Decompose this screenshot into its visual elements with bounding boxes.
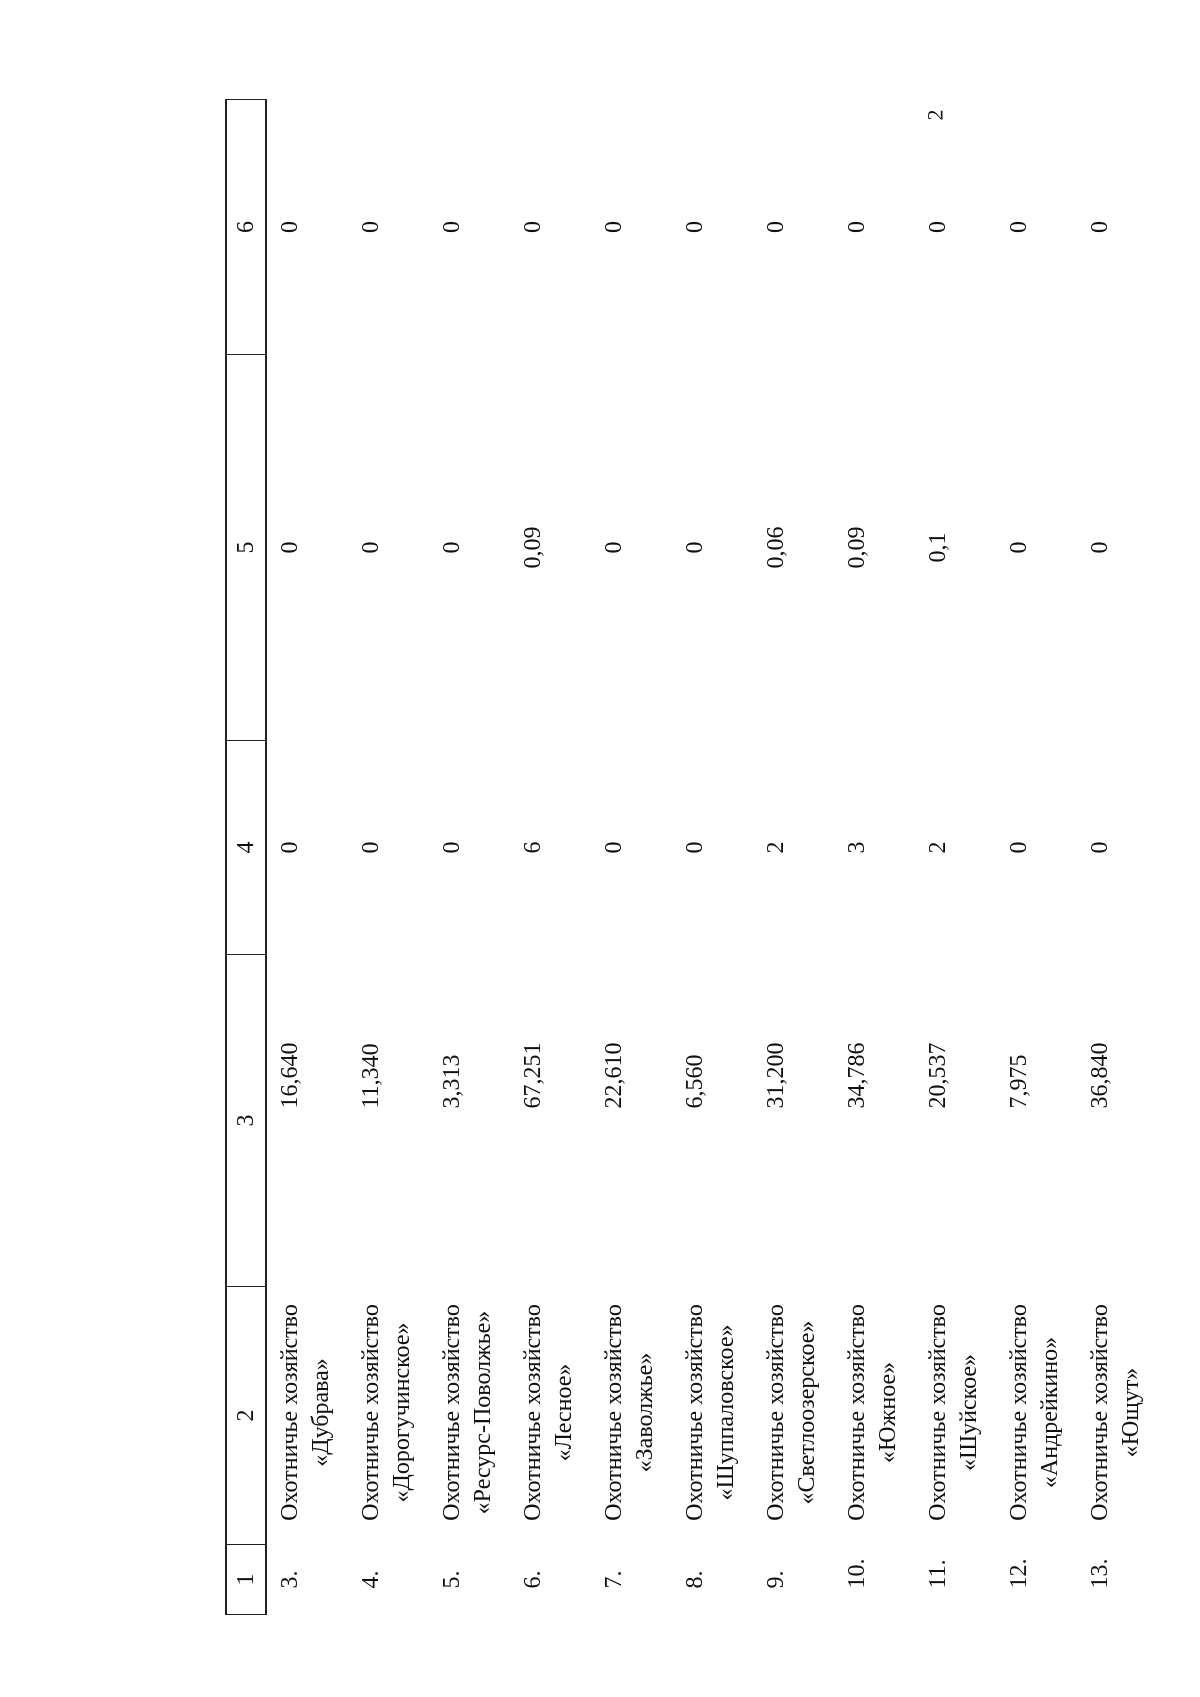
row-name-line2: «Южное» xyxy=(875,1361,901,1464)
row-col-5: 0,09 xyxy=(844,526,870,569)
row-name xyxy=(996,1287,1077,1545)
row-col-3: 6,560 xyxy=(682,1054,708,1109)
row-name xyxy=(510,1287,591,1545)
row-col-6: 0 xyxy=(520,221,546,233)
row-col-6: 0 xyxy=(601,221,627,233)
row-name-line2: «Заволжье» xyxy=(632,1352,658,1473)
data-table xyxy=(225,99,1158,1615)
table-row xyxy=(1077,100,1158,1615)
row-name-line1: Охотничье хозяйство xyxy=(439,1304,465,1521)
header-col-3: 3 xyxy=(226,955,266,1287)
row-col-5: 0 xyxy=(1087,541,1113,554)
row-name-line1: Охотничье хозяйство xyxy=(277,1304,303,1521)
row-name xyxy=(834,1287,915,1545)
row-name xyxy=(753,1287,834,1545)
row-col-4: 3 xyxy=(844,841,870,854)
row-number: 7. xyxy=(601,1570,627,1589)
page-number: 2 xyxy=(922,109,948,121)
row-col-6: 0 xyxy=(277,221,303,233)
table-body xyxy=(266,100,1158,1615)
row-number: 6. xyxy=(520,1570,546,1589)
row-col-4: 0 xyxy=(601,841,627,854)
row-col-6: 0 xyxy=(1006,221,1032,233)
row-name-line1: Охотничье хозяйство xyxy=(358,1304,384,1521)
row-name-line2: «Ресурс-Поволжье» xyxy=(470,1310,496,1515)
row-name-line2: «Лесное» xyxy=(551,1363,577,1462)
row-number: 9. xyxy=(763,1570,789,1589)
row-name-line2: «Андрейкино» xyxy=(1037,1336,1063,1489)
header-row xyxy=(226,100,266,1615)
row-col-5: 0 xyxy=(277,541,303,554)
row-number: 4. xyxy=(358,1570,384,1589)
row-col-4: 2 xyxy=(763,841,789,854)
row-name-line2: «Шуппаловское» xyxy=(713,1324,739,1501)
row-col-6: 0 xyxy=(763,221,789,233)
row-col-5: 0 xyxy=(1006,541,1032,554)
row-col-5: 0 xyxy=(358,541,384,554)
row-col-6: 0 xyxy=(844,221,870,233)
header-col-5: 5 xyxy=(226,355,266,741)
row-name-line1: Охотничье хозяйство xyxy=(1087,1304,1113,1521)
row-col-6: 0 xyxy=(439,221,465,233)
table-row xyxy=(348,100,429,1615)
rotated-table-container xyxy=(225,100,1144,1615)
row-col-3: 36,840 xyxy=(1087,1042,1113,1109)
row-name xyxy=(266,1287,348,1545)
table-row xyxy=(591,100,672,1615)
row-col-6: 0 xyxy=(682,221,708,233)
row-name-line2: «Светлоозерское» xyxy=(794,1320,820,1505)
row-name xyxy=(915,1287,996,1545)
row-col-6: 0 xyxy=(358,221,384,233)
header-col-2: 2 xyxy=(226,1287,266,1545)
row-name-line2: «Ющут» xyxy=(1118,1367,1144,1458)
row-number: 13. xyxy=(1087,1558,1113,1589)
header-col-6: 6 xyxy=(226,100,266,355)
row-number: 3. xyxy=(277,1570,303,1589)
row-name-line1: Охотничье хозяйство xyxy=(763,1304,789,1521)
row-name xyxy=(591,1287,672,1545)
table-row xyxy=(672,100,753,1615)
row-col-5: 0 xyxy=(682,541,708,554)
row-name-line1: Охотничье хозяйство xyxy=(601,1304,627,1521)
table-row xyxy=(915,100,996,1615)
row-col-3: 31,200 xyxy=(763,1042,789,1109)
row-col-4: 6 xyxy=(520,841,546,854)
row-col-4: 0 xyxy=(682,841,708,854)
row-name-line1: Охотничье хозяйство xyxy=(844,1304,870,1521)
table-row xyxy=(266,100,348,1615)
row-name-line1: Охотничье хозяйство xyxy=(1006,1304,1032,1521)
row-name xyxy=(348,1287,429,1545)
row-name-line1: Охотничье хозяйство xyxy=(520,1304,546,1521)
row-col-4: 2 xyxy=(925,841,951,854)
row-col-3: 22,610 xyxy=(601,1042,627,1109)
row-name xyxy=(429,1287,510,1545)
row-col-4: 0 xyxy=(1087,841,1113,854)
row-number: 11. xyxy=(925,1559,951,1589)
row-col-3: 34,786 xyxy=(844,1042,870,1109)
table-row xyxy=(510,100,591,1615)
row-col-6: 0 xyxy=(1087,221,1113,233)
row-col-3: 20,537 xyxy=(925,1042,951,1109)
row-col-4: 0 xyxy=(1006,841,1032,854)
table-row xyxy=(429,100,510,1615)
row-col-6: 0 xyxy=(925,221,951,233)
row-col-5: 0 xyxy=(601,541,627,554)
header-col-1: 1 xyxy=(226,1545,266,1615)
row-number: 5. xyxy=(439,1570,465,1589)
row-col-4: 0 xyxy=(277,841,303,854)
row-name-line2: «Дорогучинское» xyxy=(389,1322,415,1503)
row-col-3: 7,975 xyxy=(1006,1054,1032,1109)
row-number: 12. xyxy=(1006,1558,1032,1589)
header-col-4: 4 xyxy=(226,741,266,955)
row-number: 8. xyxy=(682,1570,708,1589)
row-col-4: 0 xyxy=(439,841,465,854)
row-col-5: 0 xyxy=(439,541,465,554)
table-row xyxy=(996,100,1077,1615)
row-col-5: 0,09 xyxy=(520,526,546,569)
row-col-3: 67,251 xyxy=(520,1042,546,1109)
row-col-5: 0,1 xyxy=(925,532,951,563)
table-row xyxy=(753,100,834,1615)
row-number: 10. xyxy=(844,1558,870,1589)
row-name-line1: Охотничье хозяйство xyxy=(682,1304,708,1521)
row-name-line2: «Шуйское» xyxy=(956,1353,982,1472)
table-row xyxy=(834,100,915,1615)
row-name-line1: Охотничье хозяйство xyxy=(925,1304,951,1521)
row-col-4: 0 xyxy=(358,841,384,854)
row-name xyxy=(672,1287,753,1545)
row-col-3: 16,640 xyxy=(277,1042,303,1109)
row-col-3: 11,340 xyxy=(358,1043,384,1109)
row-col-3: 3,313 xyxy=(439,1054,465,1109)
row-col-5: 0,06 xyxy=(763,526,789,569)
row-name-line2: «Дубрава» xyxy=(308,1358,334,1467)
row-name xyxy=(1077,1287,1158,1545)
